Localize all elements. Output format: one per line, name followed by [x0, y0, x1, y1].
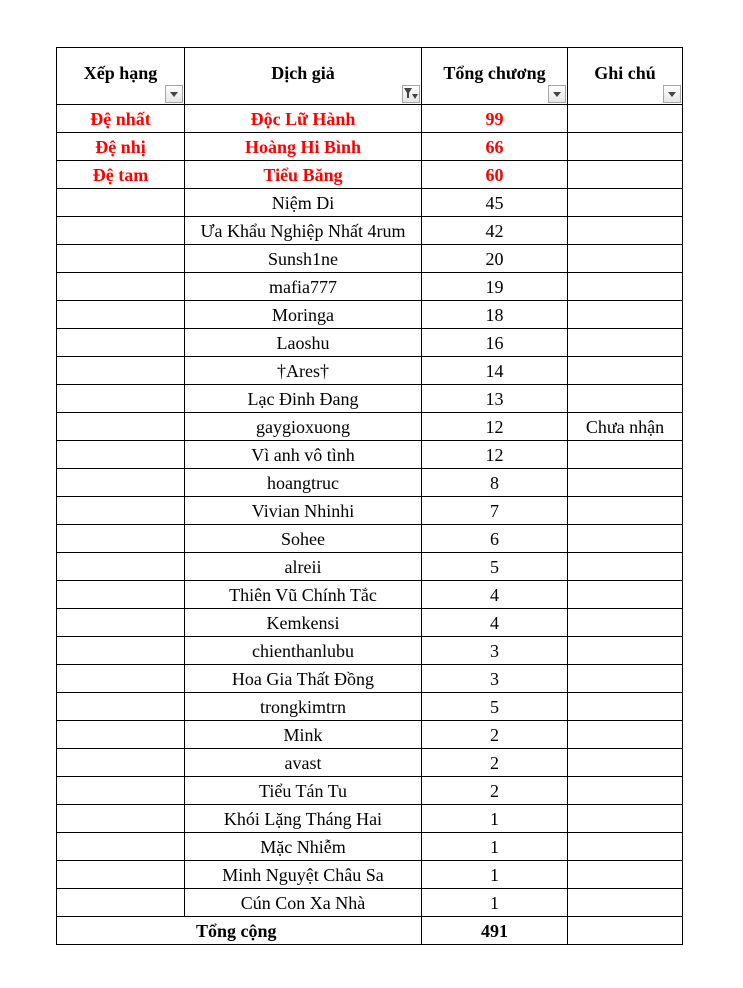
cell-note[interactable]: Chưa nhận: [568, 413, 683, 441]
cell-note[interactable]: [568, 693, 683, 721]
cell-rank[interactable]: [57, 273, 185, 301]
cell-rank[interactable]: Đệ nhị: [57, 133, 185, 161]
cell-note[interactable]: [568, 133, 683, 161]
cell-rank[interactable]: [57, 357, 185, 385]
cell-rank[interactable]: [57, 217, 185, 245]
cell-translator[interactable]: Tiểu Băng: [185, 161, 422, 189]
table-row: [57, 273, 683, 301]
cell-translator[interactable]: Moringa: [185, 301, 422, 329]
filter-dropdown-translator[interactable]: [402, 85, 420, 103]
cell-translator[interactable]: alreii: [185, 553, 422, 581]
cell-note[interactable]: [568, 469, 683, 497]
cell-translator[interactable]: trongkimtrn: [185, 693, 422, 721]
filter-dropdown-note[interactable]: [663, 85, 681, 103]
cell-translator[interactable]: Tiểu Tán Tu: [185, 777, 422, 805]
cell-chapters[interactable]: 4: [422, 609, 568, 637]
total-note: [568, 917, 683, 945]
cell-note[interactable]: [568, 609, 683, 637]
cell-chapters[interactable]: 1: [422, 805, 568, 833]
cell-note[interactable]: [568, 665, 683, 693]
cell-note[interactable]: [568, 637, 683, 665]
cell-note[interactable]: [568, 777, 683, 805]
cell-rank[interactable]: [57, 469, 185, 497]
cell-translator[interactable]: Kemkensi: [185, 609, 422, 637]
cell-translator[interactable]: Cún Con Xa Nhà: [185, 889, 422, 917]
cell-rank[interactable]: [57, 301, 185, 329]
table-row: [57, 189, 683, 217]
table-row: [57, 105, 683, 133]
table-row: [57, 301, 683, 329]
cell-rank[interactable]: [57, 693, 185, 721]
cell-translator[interactable]: Lạc Đinh Đang: [185, 385, 422, 413]
table-row: [57, 609, 683, 637]
cell-note[interactable]: [568, 217, 683, 245]
cell-chapters[interactable]: 12: [422, 441, 568, 469]
table-row: [57, 497, 683, 525]
cell-rank[interactable]: [57, 805, 185, 833]
cell-translator[interactable]: Laoshu: [185, 329, 422, 357]
cell-chapters[interactable]: 45: [422, 189, 568, 217]
cell-rank[interactable]: [57, 749, 185, 777]
header-chapters-label: Tổng chương: [443, 63, 546, 83]
cell-translator[interactable]: chienthanlubu: [185, 637, 422, 665]
cell-rank[interactable]: [57, 777, 185, 805]
cell-chapters[interactable]: 66: [422, 133, 568, 161]
cell-note[interactable]: [568, 553, 683, 581]
cell-note[interactable]: [568, 721, 683, 749]
cell-rank[interactable]: [57, 329, 185, 357]
table-row: [57, 329, 683, 357]
cell-rank[interactable]: [57, 385, 185, 413]
table-row: [57, 721, 683, 749]
cell-chapters[interactable]: 2: [422, 749, 568, 777]
cell-translator[interactable]: mafia777: [185, 273, 422, 301]
table-row: [57, 665, 683, 693]
cell-note[interactable]: [568, 273, 683, 301]
table-row: [57, 693, 683, 721]
header-note-label: Ghi chú: [594, 63, 656, 83]
header-translator: [185, 48, 422, 105]
cell-note[interactable]: [568, 161, 683, 189]
cell-translator[interactable]: Mặc Nhiễm: [185, 833, 422, 861]
cell-translator[interactable]: Sunsh1ne: [185, 245, 422, 273]
cell-chapters[interactable]: 7: [422, 497, 568, 525]
cell-rank[interactable]: [57, 553, 185, 581]
total-row: [57, 917, 683, 945]
chevron-down-icon: [553, 92, 561, 97]
cell-chapters[interactable]: 3: [422, 637, 568, 665]
cell-translator[interactable]: gaygioxuong: [185, 413, 422, 441]
cell-rank[interactable]: [57, 665, 185, 693]
cell-note[interactable]: [568, 805, 683, 833]
table-row: [57, 581, 683, 609]
cell-chapters[interactable]: 99: [422, 105, 568, 133]
header-translator-label: Dịch giả: [271, 63, 335, 83]
cell-chapters[interactable]: 2: [422, 721, 568, 749]
table-row: [57, 553, 683, 581]
cell-note[interactable]: [568, 861, 683, 889]
cell-translator[interactable]: Độc Lữ Hành: [185, 105, 422, 133]
cell-note[interactable]: [568, 525, 683, 553]
table-row: [57, 805, 683, 833]
cell-note[interactable]: [568, 105, 683, 133]
cell-rank[interactable]: [57, 413, 185, 441]
cell-chapters[interactable]: 42: [422, 217, 568, 245]
table-row: [57, 217, 683, 245]
cell-translator[interactable]: Vì anh vô tình: [185, 441, 422, 469]
cell-chapters[interactable]: 16: [422, 329, 568, 357]
table-row: [57, 245, 683, 273]
table-row: [57, 385, 683, 413]
cell-chapters[interactable]: 5: [422, 553, 568, 581]
cell-rank[interactable]: [57, 833, 185, 861]
cell-translator[interactable]: hoangtruc: [185, 469, 422, 497]
table-row: [57, 749, 683, 777]
cell-translator[interactable]: Vivian Nhinhi: [185, 497, 422, 525]
header-rank-label: Xếp hạng: [83, 63, 158, 83]
ranking-table: [56, 47, 683, 945]
cell-note[interactable]: [568, 889, 683, 917]
cell-note[interactable]: [568, 581, 683, 609]
table-body: [57, 105, 683, 917]
cell-note[interactable]: [568, 749, 683, 777]
cell-translator[interactable]: Ưa Khẩu Nghiệp Nhất 4rum: [185, 217, 422, 245]
total-label: Tổng cộng: [57, 917, 422, 945]
cell-chapters[interactable]: 18: [422, 301, 568, 329]
cell-rank[interactable]: [57, 441, 185, 469]
table-row: [57, 133, 683, 161]
cell-translator[interactable]: Thiên Vũ Chính Tắc: [185, 581, 422, 609]
cell-rank[interactable]: [57, 245, 185, 273]
cell-translator[interactable]: †Ares†: [185, 357, 422, 385]
cell-rank[interactable]: Đệ nhất: [57, 105, 185, 133]
filter-dropdown-rank[interactable]: [165, 85, 183, 103]
cell-note[interactable]: [568, 385, 683, 413]
cell-translator[interactable]: Hoa Gia Thất Đồng: [185, 665, 422, 693]
cell-chapters[interactable]: 1: [422, 833, 568, 861]
table-row: [57, 161, 683, 189]
header-note: [568, 48, 683, 105]
cell-note[interactable]: [568, 833, 683, 861]
table-row: [57, 441, 683, 469]
cell-rank[interactable]: Đệ tam: [57, 161, 185, 189]
cell-translator[interactable]: avast: [185, 749, 422, 777]
cell-chapters[interactable]: 12: [422, 413, 568, 441]
cell-chapters[interactable]: 20: [422, 245, 568, 273]
cell-note[interactable]: [568, 189, 683, 217]
cell-rank[interactable]: [57, 581, 185, 609]
header-row: [57, 48, 683, 105]
funnel-filter-icon: [404, 88, 418, 100]
cell-rank[interactable]: [57, 637, 185, 665]
header-chapters: [422, 48, 568, 105]
cell-translator[interactable]: Sohee: [185, 525, 422, 553]
table-row: [57, 861, 683, 889]
cell-chapters[interactable]: 6: [422, 525, 568, 553]
total-value: 491: [422, 917, 568, 945]
cell-note[interactable]: [568, 301, 683, 329]
chevron-down-icon: [668, 92, 676, 97]
cell-chapters[interactable]: 8: [422, 469, 568, 497]
cell-note[interactable]: [568, 329, 683, 357]
cell-chapters[interactable]: 2: [422, 777, 568, 805]
cell-chapters[interactable]: 60: [422, 161, 568, 189]
cell-note[interactable]: [568, 357, 683, 385]
filter-dropdown-chapters[interactable]: [548, 85, 566, 103]
table-row: [57, 413, 683, 441]
chevron-down-icon: [170, 92, 178, 97]
cell-translator[interactable]: Hoàng Hi Bình: [185, 133, 422, 161]
cell-chapters[interactable]: 1: [422, 861, 568, 889]
cell-note[interactable]: [568, 245, 683, 273]
table-row: [57, 833, 683, 861]
table-row: [57, 469, 683, 497]
cell-chapters[interactable]: 19: [422, 273, 568, 301]
cell-rank[interactable]: [57, 721, 185, 749]
cell-translator[interactable]: Khói Lặng Tháng Hai: [185, 805, 422, 833]
cell-chapters[interactable]: 5: [422, 693, 568, 721]
header-rank: [57, 48, 185, 105]
cell-chapters[interactable]: 3: [422, 665, 568, 693]
cell-translator[interactable]: Niệm Di: [185, 189, 422, 217]
cell-rank[interactable]: [57, 861, 185, 889]
table-row: [57, 637, 683, 665]
cell-chapters[interactable]: 1: [422, 889, 568, 917]
cell-note[interactable]: [568, 497, 683, 525]
cell-rank[interactable]: [57, 525, 185, 553]
cell-note[interactable]: [568, 441, 683, 469]
table-row: [57, 777, 683, 805]
cell-rank[interactable]: [57, 189, 185, 217]
table-row: [57, 357, 683, 385]
cell-chapters[interactable]: 4: [422, 581, 568, 609]
cell-rank[interactable]: [57, 497, 185, 525]
cell-rank[interactable]: [57, 609, 185, 637]
cell-chapters[interactable]: 13: [422, 385, 568, 413]
cell-rank[interactable]: [57, 889, 185, 917]
table-row: [57, 889, 683, 917]
cell-translator[interactable]: Minh Nguyệt Châu Sa: [185, 861, 422, 889]
cell-chapters[interactable]: 14: [422, 357, 568, 385]
table-row: [57, 525, 683, 553]
cell-translator[interactable]: Mink: [185, 721, 422, 749]
